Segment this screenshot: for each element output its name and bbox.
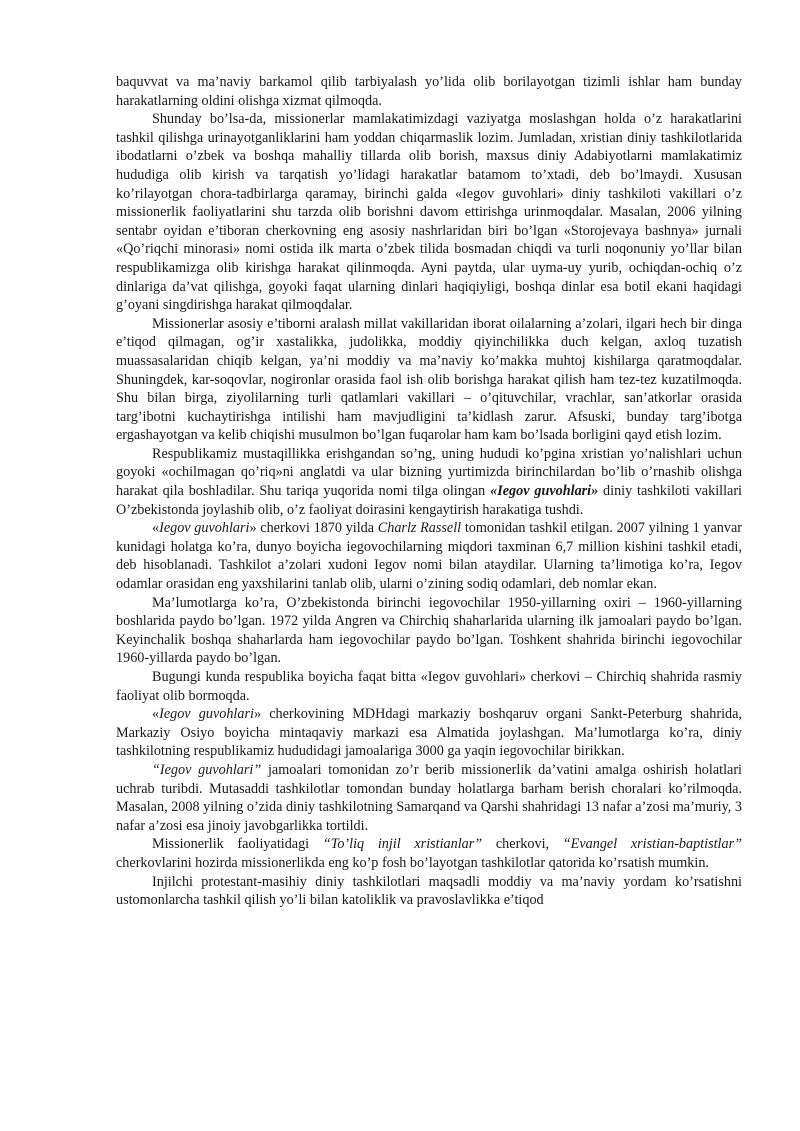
paragraph	[116, 73, 742, 110]
text-run: cherkovlarini hozirda missionerlikda eng ko’p fosh bo’layotgan tashkilotlar qatorida ko’rsatish mumkin.	[116, 854, 709, 871]
emphasized-text: «Iegov guvohlari»	[490, 483, 599, 500]
text-run: jamoalari tomonidan zo’r berib missionerlik da’vatini amalga oshirish holatlari uchrab turibdi. Mutasaddi tashkilotlar tomondan bunday holatlarga barham berish choralari ko’rilmoqda. Masalan, 2008 yilning o’zida diniy tashkilotning Samarqand va Qarshi shahridagi 13 nafar a’zosi ma’muriy, 3 nafar a’zosi esa jinoiy javobgarlikka tortildi.	[116, 761, 742, 834]
text-run: Injilchi protestant-masihiy diniy tashkilotlari maqsadli moddiy va ma’naviy yordam ko’rsatishni ustomonlarcha tashkil qilish yo’li bilan katoliklik va pravoslavlikka e’tiqod	[116, 873, 742, 909]
paragraph	[116, 761, 742, 835]
paragraph	[116, 445, 742, 519]
paragraph	[116, 594, 742, 668]
emphasized-text: Iegov guvohlari	[159, 706, 254, 723]
paragraph	[116, 668, 742, 705]
text-run: Shunday bo’lsa-da, missionerlar mamlakatimizdagi vaziyatga moslashgan holda o’z harakatlarini tashkil qilishga urinayotganliklarini ham yoddan chiqarmaslik lozim. Jumladan, xristian diniy tashkilotlarida ibodatlarni o’zbek va boshqa mahalliy tillarda olib borish, maxsus diniy Adabiyotlarni mamlakatimiz hududiga olib kirish va tarqatish yo’lidagi harakatlar batamom to’xtadi, deb bo’lmaydi. Xususan ko’rilayotgan chora-tadbirlarga qaramay, birinchi galda «Iegov guvohlari» diniy tashkiloti vakillari o’z missionerlik faoliyatlarini shu tarzda olib borishni davom ettirishga urinmoqdalar. Masalan, 2006 yilning sentabr oyidan e’tiboran cherkovning eng asosiy nashrlaridan biri bo’lgan «Storojevaya bashnya» jurnali «Qo’riqchi minorasi» nomi ostida ilk marta o’zbek tilida bosmadan chiqdi va turli noqonuniy yo’llar bilan respublikamizga olib kirishga harakat qilinmoqda. Ayni paytda, ular uyma-uy yurib, ochiqdan-ochiq o’z dinlariga da’vat qilishga, goyoki faqat ularning dinlari haqiqiyligi, boshqa dinlar esa botil ekani haqidagi g’oyani singdirishga harakat qilmoqdalar.	[116, 111, 742, 314]
emphasized-text: Charlz Rassell	[377, 520, 462, 537]
emphasized-text: “To’liq injil xristianlar”	[322, 836, 483, 853]
emphasized-text: Iegov guvohlari	[159, 520, 250, 537]
text-run: diniy tashkiloti vakillari O’zbekistonda joylashib olib, o’z faoliyat doirasini kengaytirish harakatiga tushdi.	[116, 483, 742, 518]
text-run: tomonidan tashkil etilgan. 2007 yilning 1 yanvar kunidagi holatga ko’ra, dunyo boyicha iegovochilarning miqdori taxminan 6,7 million kishini tashkil etadi, deb hisoblanadi. Tashkilot a’zolari xudoni Iegov nomi bilan ataydilar. Ularning ta’limotiga ko’ra, Iegov odamlar orasidan eng yaxshilarini tanlab olib, ularni o’zining sodiq odamlari, deb nomlar ekan.	[116, 520, 742, 593]
text-run: Missionerlik faoliyatidagi	[152, 836, 323, 853]
text-run: Respublikamiz mustaqillikka erishgandan so’ng, uning hududi ko’pgina xristian yo’nalishlari uchun goyoki «ochilmagan qo’riq»ni anglatdi va ular bizning yurtimizda birinchilardan bo’lib o’rnashib olishga harakat qila boshladilar. Shu tariqa yuqorida nomi tilga olingan	[116, 445, 742, 500]
emphasized-text: “Iegov guvohlari”	[152, 761, 262, 778]
emphasized-text: “Evangel xristian-baptistlar”	[562, 836, 743, 853]
paragraph	[116, 705, 742, 761]
text-run: «	[152, 520, 160, 537]
paragraph	[116, 873, 742, 910]
text-run: cherkovi,	[482, 836, 563, 853]
paragraph	[116, 835, 742, 872]
text-run: » cherkovi 1870 yilda	[249, 520, 378, 537]
paragraph	[116, 315, 742, 445]
paragraph	[116, 519, 742, 593]
text-run: Bugungi kunda respublika boyicha faqat bitta «Iegov guvohlari» cherkovi – Chirchiq shahrida rasmiy faoliyat olib bormoqda.	[116, 669, 742, 704]
text-run: «	[152, 706, 160, 723]
text-run: Missionerlar asosiy e’tiborni aralash millat vakillaridan iborat oilalarning a’zolari, ilgari hech bir dinga e’tiqod qilmagan, og’ir xastalikka, judolikka, moddiy qiyinchilikka duch kelgan, axloq tuzatish muassasalaridan chiqib kelgan, ya’ni moddiy va ma’naviy ko’makka muhtoj kishilarga qaratmoqdalar. Shuningdek, kar-soqovlar, nogironlar orasida faol ish olib borishga harakat qilish ham tez-tez kuzatilmoqda. Shu bilan birga, ziyolilarning turli qatlamlari vakillari – o’qituvchilar, vrachlar, san’atkorlar orasida targ’ibotni kuchaytirishga intilishi ham mavjudligini ta’kidlash zarur. Afsuski, bunday targ’ibotga ergashayotgan va kelib chiqishi musulmon bo’lgan fuqarolar ham kam bo’lsada borligini qayd etish lozim.	[116, 315, 742, 444]
text-run: Ma’lumotlarga ko’ra, O’zbekistonda birinchi iegovochilar 1950-yillarning oxiri – 1960-yillarning boshlarida paydo bo’lgan. 1972 yilda Angren va Chirchiq shaharlarida ularning ilk jamoalari paydo bo’lgan. Keyinchalik boshqa shaharlarda ham iegovochilar paydo bo’lgan. Toshkent shahrida birinchi iegovochilar 1960-yillarda paydo bo’lgan.	[116, 594, 742, 667]
document-page	[116, 73, 742, 910]
text-run: baquvvat va ma’naviy barkamol qilib tarbiyalash yo’lida olib borilayotgan tizimli ishlar ham bunday harakatlarning oldini olishga xizmat qilmoqda.	[116, 74, 742, 109]
text-run: » cherkovining MDHdagi markaziy boshqaruv organi Sankt-Peterburg shahrida, Markaziy Osiyo boyicha mintaqaviy markazi esa Almatida joylashgan. Ma’lumotlarga ko’ra, diniy tashkilotning respublikamiz hududidagi jamoalariga 3000 ga yaqin iegovochilar birikkan.	[116, 706, 742, 760]
paragraph	[116, 110, 742, 315]
